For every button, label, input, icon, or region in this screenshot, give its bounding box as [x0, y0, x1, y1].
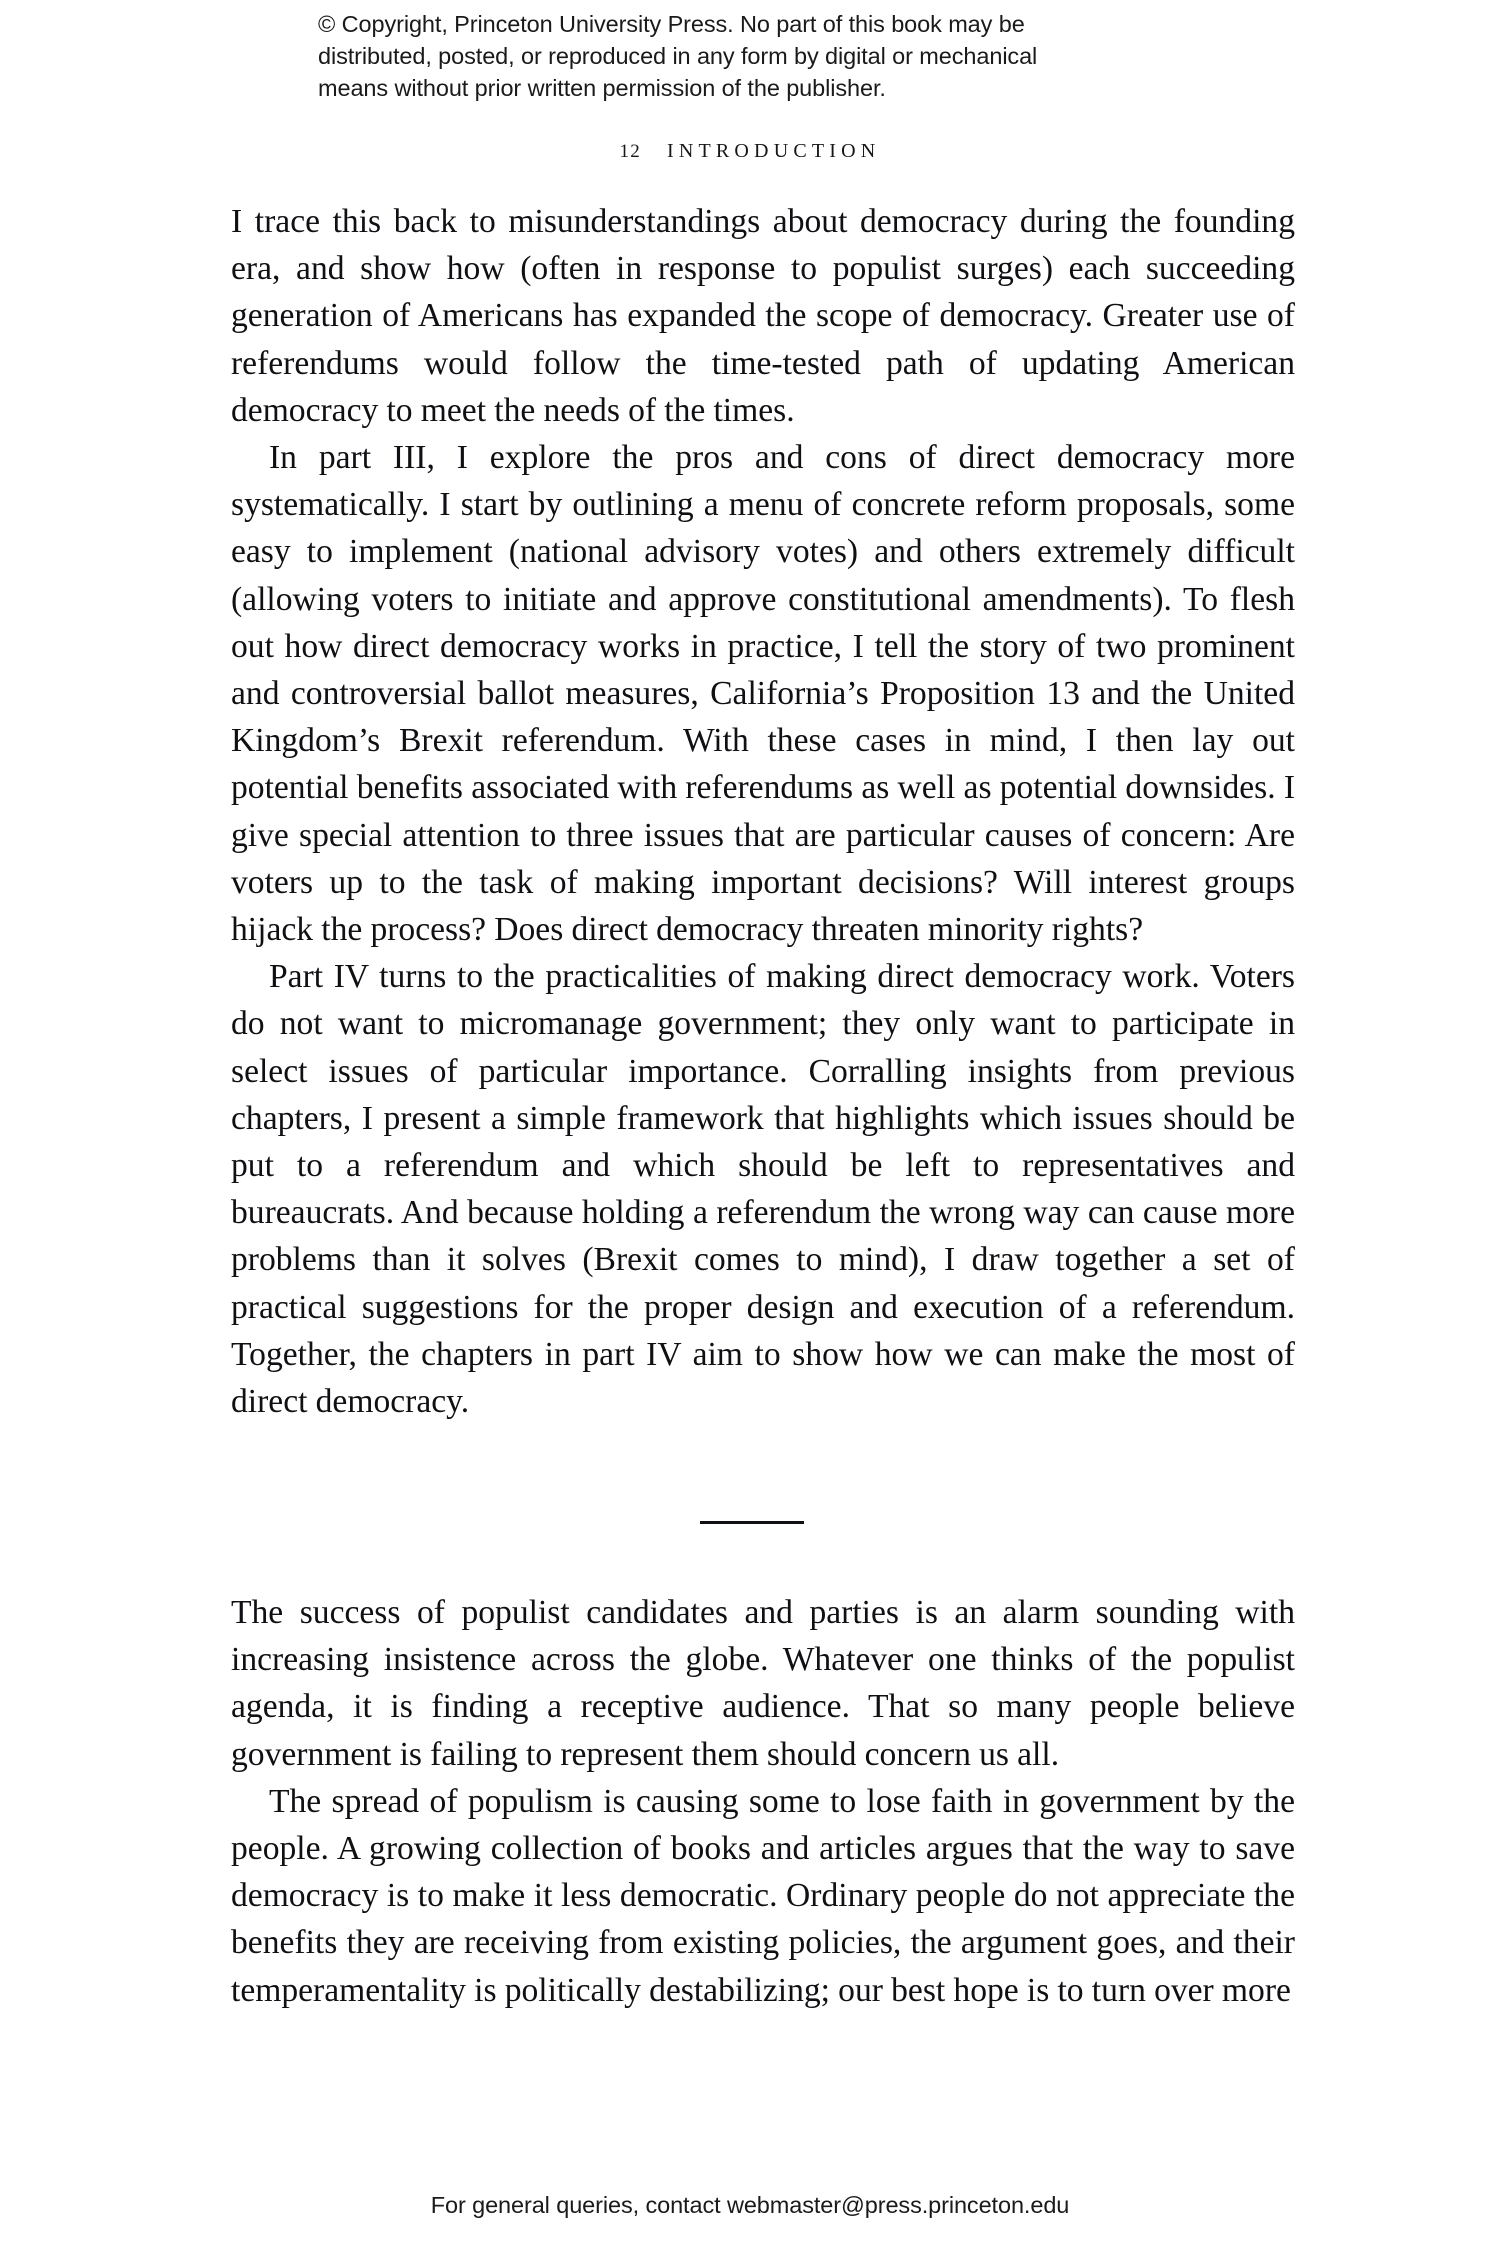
page-number: 12 — [619, 141, 641, 162]
running-head — [0, 140, 1500, 163]
paragraph: Part IV turns to the practicalities of making direct democracy work. Voters do not want to micromanage government; they only want to participate in select issues of particular importance. Corralling insights from previous chapters, I present a simple framework that highlights which issues should be put to a referendum and which should be left to representatives and bureaucrats. And because holding a referendum the wrong way can cause more problems than it solves (Brexit comes to mind), I draw together a set of practical suggestions for the proper design and execution of a referendum. Together, the chapters in part IV aim to show how we can make the most of direct democracy. — [231, 958, 1295, 1421]
copyright-line-2: distributed, posted, or reproduced in any form by digital or mechanical — [318, 43, 1038, 69]
copyright-line-3: means without prior written permission of the publisher. — [318, 75, 886, 101]
paragraph: I trace this back to misunderstandings about democracy during the founding era, and show how (often in response to populist surges) each succeeding generation of Americans has expanded the scope of democracy. Greater use of referendums would follow the time-tested path of updating American democracy to meet the needs of the times. — [231, 203, 1295, 429]
copyright-line-1: © Copyright, Princeton University Press. No part of this book may be — [318, 11, 1025, 37]
footer-contact-note: For general queries, contact webmaster@press.princeton.edu — [430, 2192, 1070, 2218]
section-break-rule — [700, 1521, 804, 1524]
paragraph: In part III, I explore the pros and cons of direct democracy more systematically. I start by outlining a menu of concrete reform proposals, some easy to implement (national advisory votes) and others extremely difficult (allowing voters to initiate and approve constitutional amendments). To flesh out how direct democracy works in practice, I tell the story of two prominent and controversial ballot measures, California’s Proposition 13 and the United Kingdom’s Brexit referendum. With these cases in mind, I then lay out potential benefits associated with referendums as well as potential downsides. I give special attention to three issues that are particular causes of concern: Are voters up to the task of making important decisions? Will interest groups hijack the process? Does direct democracy threaten minority rights? — [231, 439, 1295, 949]
paragraph: The spread of populism is causing some to lose faith in government by the people. A growing collection of books and articles argues that the way to save democracy is to make it less democratic. Ordinary people do not appreciate the benefits they are receiving from existing policies, the argument goes, and their temperamentality is politically destabilizing; our best hope is to turn over more — [231, 1782, 1295, 2009]
body-text-block-after-break — [231, 1589, 1295, 2014]
copyright-notice — [318, 8, 1178, 104]
running-head-title: INTRODUCTION — [666, 140, 881, 162]
body-text-block — [231, 198, 1295, 1425]
paragraph: The success of populist candidates and parties is an alarm sounding with increasing insistence across the globe. Whatever one thinks of the populist agenda, it is finding a receptive audience. That so many people believe government is failing to represent them should concern us all. — [231, 1594, 1295, 1773]
